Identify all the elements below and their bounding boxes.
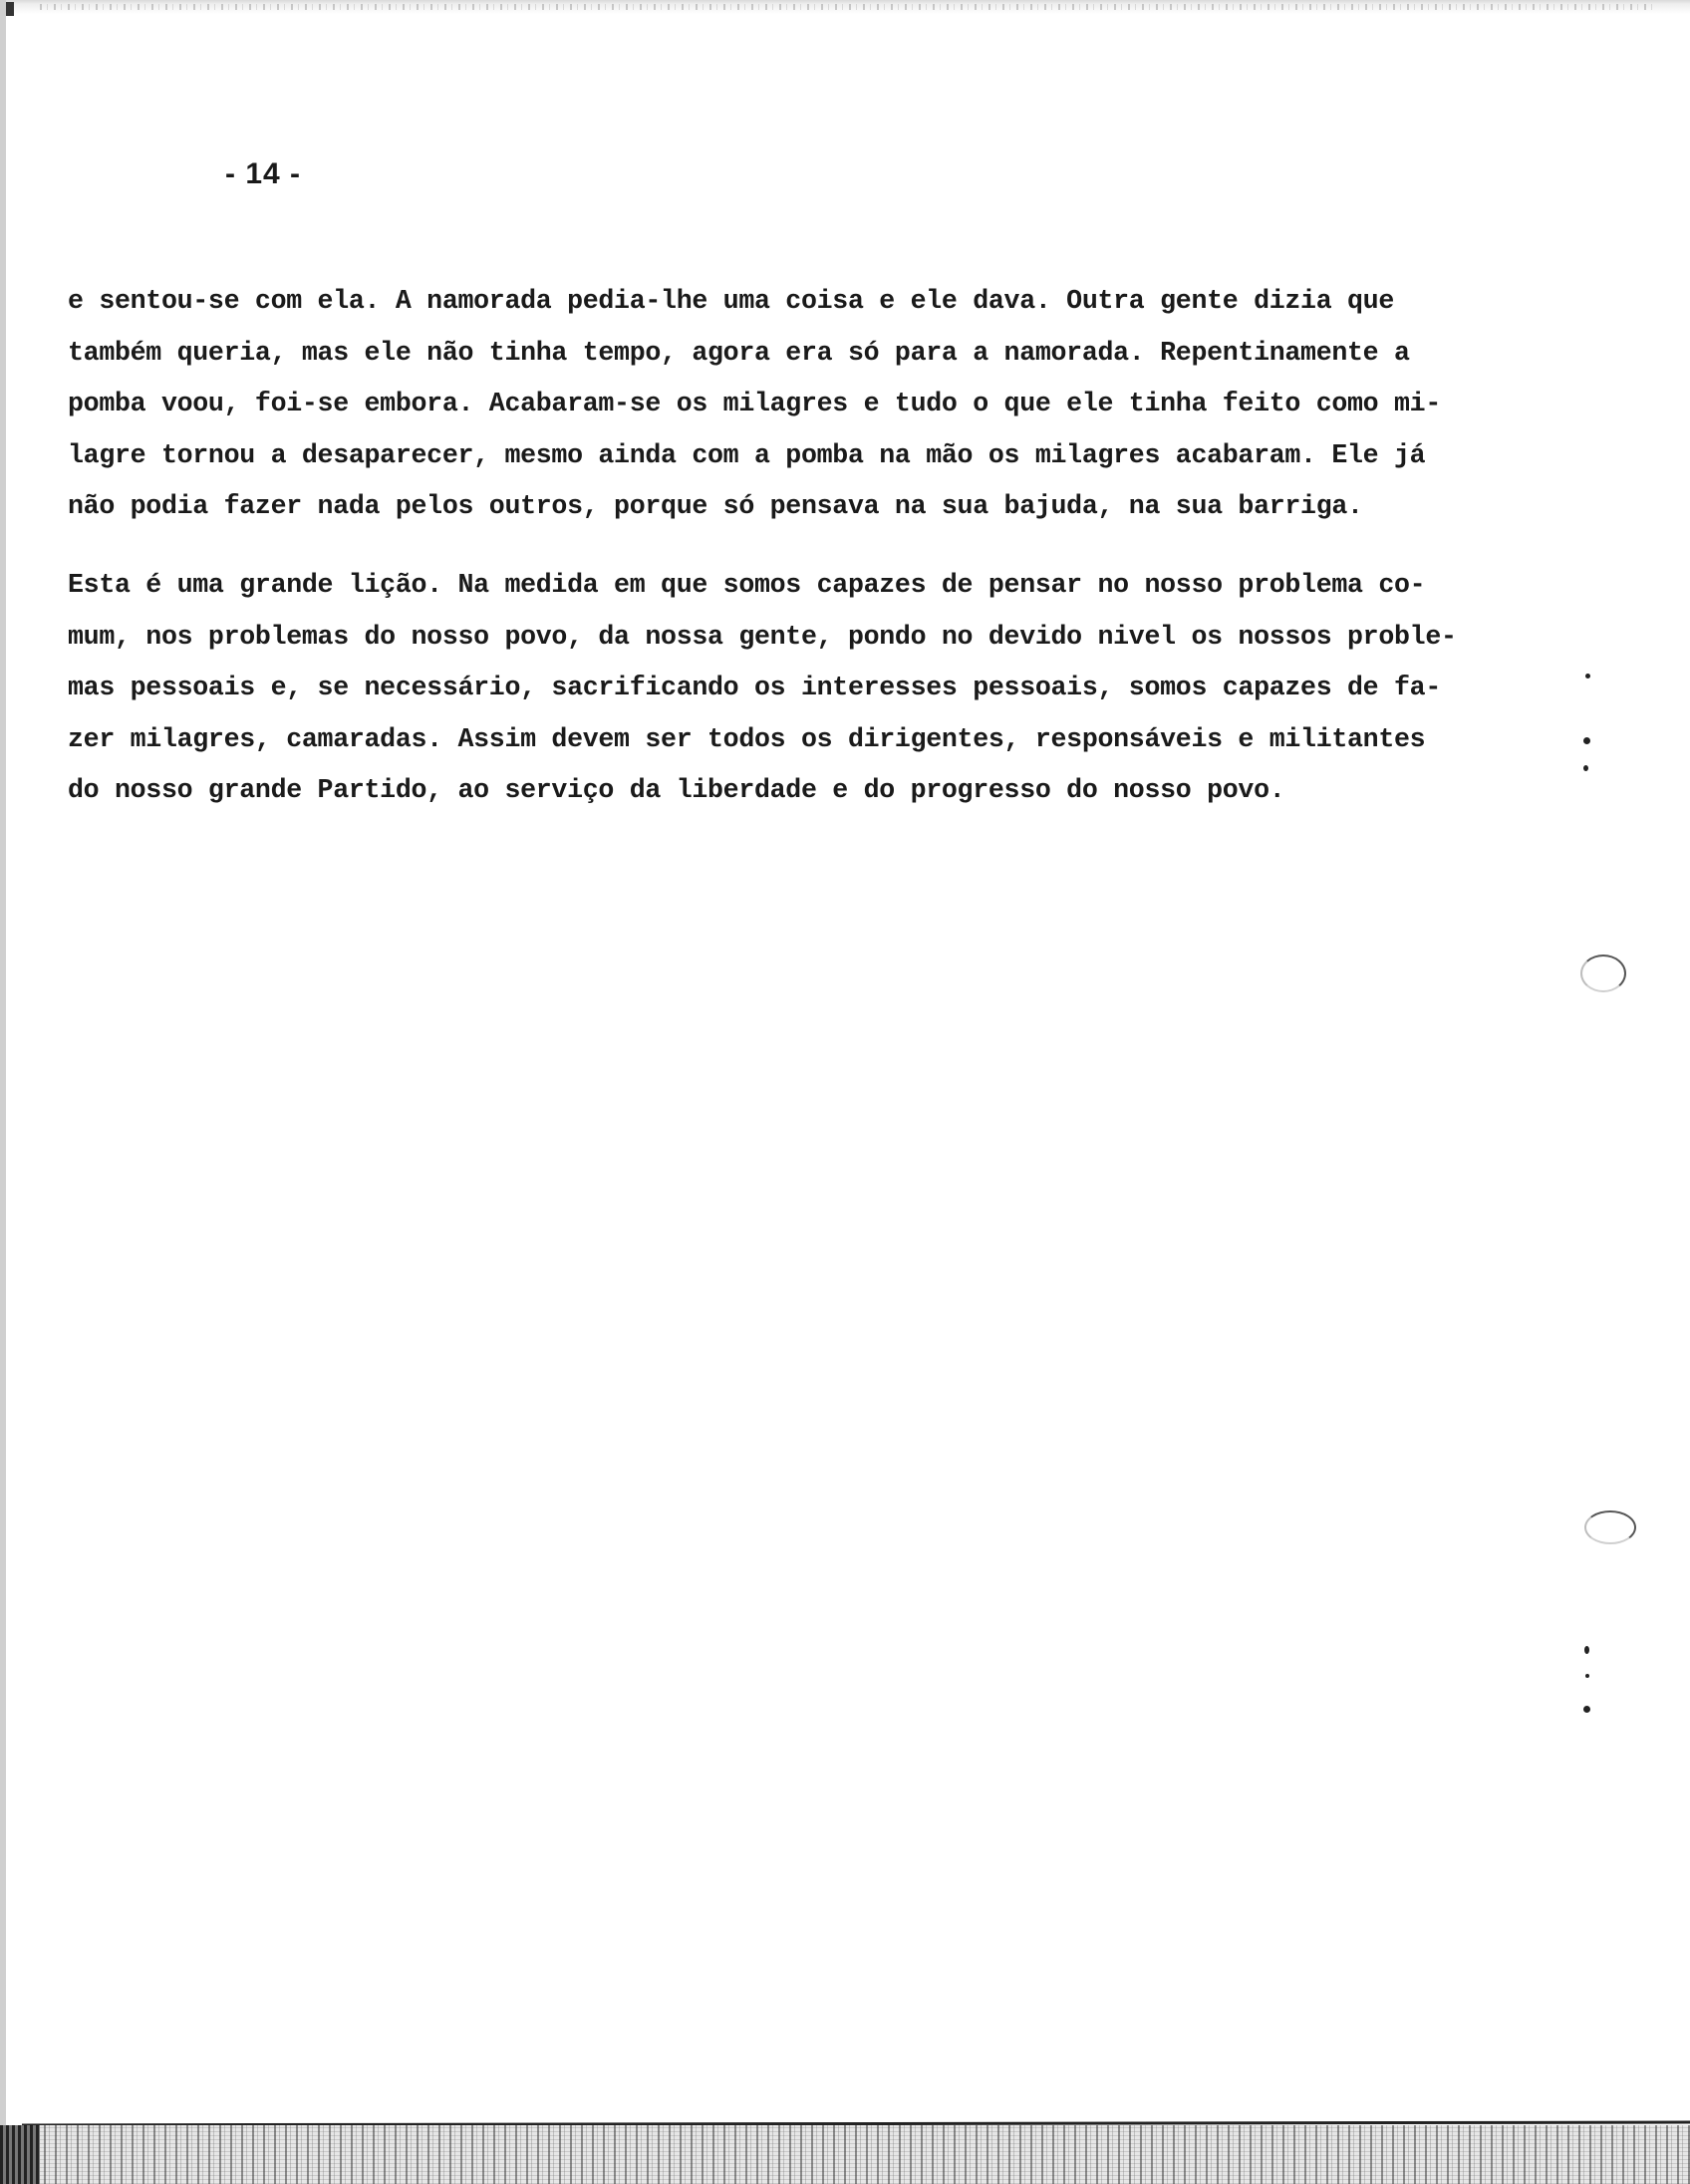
text-line: também queria, mas ele não tinha tempo, agora era só para a namorada. Repentinamente a	[68, 337, 1410, 368]
scan-left-edge	[0, 0, 6, 2184]
paragraph-2	[68, 560, 1473, 817]
scan-left-mark	[6, 2, 14, 16]
binder-hole-upper	[1580, 955, 1626, 992]
text-line: lagre tornou a desaparecer, mesmo ainda com a pomba na mão os milagres acabaram. Ele já	[68, 439, 1426, 470]
margin-dot	[1585, 674, 1590, 679]
margin-dot	[1585, 1674, 1589, 1678]
page-number: - 14 -	[225, 157, 302, 190]
text-line: mas pessoais e, se necessário, sacrificando os interesses pessoais, somos capazes de fa-	[68, 673, 1441, 702]
binder-hole-lower	[1584, 1510, 1636, 1544]
text-line: mum, nos problemas do nosso povo, da nossa gente, pondo no devido nivel os nossos proble-	[68, 621, 1457, 652]
scan-bottom-corner	[0, 2125, 40, 2184]
margin-dot	[1583, 765, 1588, 771]
paragraph-1	[68, 276, 1473, 533]
margin-dot	[1583, 1706, 1590, 1713]
text-line: Esta é uma grande lição. Na medida em que somos capazes de pensar no nosso problema co-	[68, 570, 1426, 600]
scan-top-noise	[40, 4, 1654, 10]
text-line: do nosso grande Partido, ao serviço da liberdade e do progresso do nosso povo.	[68, 775, 1285, 805]
scan-bottom-strip	[0, 2125, 1690, 2184]
margin-dot	[1583, 737, 1590, 744]
text-line: pomba voou, foi-se embora. Acabaram-se os milagres e tudo o que ele tinha feito como mi-	[68, 389, 1441, 418]
text-line: não podia fazer nada pelos outros, porque só pensava na sua bajuda, na sua barriga.	[68, 491, 1363, 521]
text-line: zer milagres, camaradas. Assim devem ser todos os dirigentes, responsáveis e militantes	[68, 723, 1426, 754]
margin-dot	[1584, 1646, 1589, 1654]
text-line: e sentou-se com ela. A namorada pedia-lhe uma coisa e ele dava. Outra gente dizia que	[68, 286, 1395, 316]
